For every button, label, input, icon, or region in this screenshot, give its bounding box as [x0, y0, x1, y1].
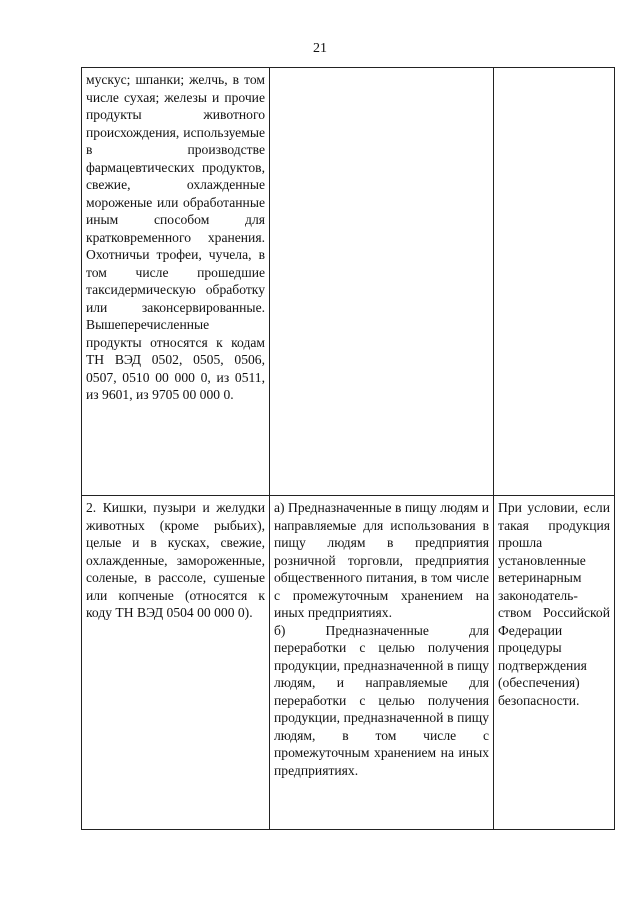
table-row — [82, 496, 615, 830]
condition-cell — [494, 496, 615, 830]
table-row — [82, 68, 615, 496]
page-number: 21 — [313, 41, 327, 56]
goods-description-cell — [82, 68, 270, 496]
purpose-cell — [270, 68, 494, 496]
purpose-text-a: а) Предназначенные в пищу людям и направляемые для использования в пищу людям в предприятия розничной торговли, предприятия общественного питания, в том числе с промежуточным хранением на иных предприятиях. — [274, 500, 489, 620]
document-table — [81, 67, 615, 830]
purpose-text-b: б) Предназначенные для переработки с целью получения продукции, предназначенной в пищу людям, и направляемые для переработки с целью получения продукции, предназначенной в пищу людям, в том числе с промежуточным хранением на иных предприятиях. — [274, 622, 489, 778]
purpose-cell — [270, 496, 494, 830]
goods-description-text: 2. Кишки, пузыри и желудки животных (кроме рыбьих), целые и в кусках, свежие, охлажденные, замороженные, соленые, в рассоле, сушеные или копченые (относятся к коду ТН ВЭД 0504 00 000 0). — [86, 500, 265, 620]
goods-description-cell — [82, 496, 270, 830]
condition-text: При условии, если такая продукция прошла установленные ветеринарным законодатель-ством Российской Федерации процедуры подтверждения (обеспечения) безопасности. — [498, 500, 610, 708]
condition-cell — [494, 68, 615, 496]
goods-description-text: мускус; шпанки; желчь, в том числе сухая; железы и прочие продукты животного происхождения, используемые в производстве фармацевтических продуктов, свежие, охлажденные мороженые или обработанные иным способом для кратковременного хранения. Охотничьи трофеи, чучела, в том числе прошедшие таксидермическую обработку или законсервированные. Вышеперечисленные продукты относятся к кодам ТН ВЭД 0502, 0505, 0506, 0507, 0510 00 000 0, из 0511, из 9601, из 9705 00 000 0. — [86, 72, 265, 402]
